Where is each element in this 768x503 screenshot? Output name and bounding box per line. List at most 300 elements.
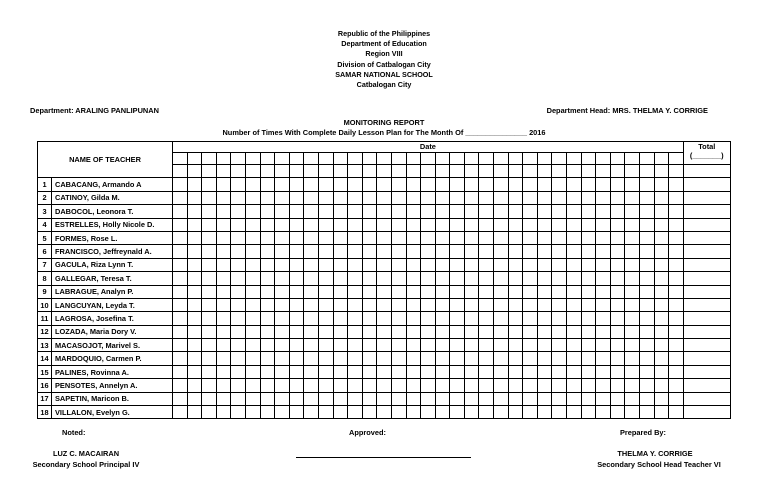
daily-check-cell <box>318 231 333 244</box>
daily-check-cell <box>552 365 567 378</box>
daily-check-cell <box>494 365 509 378</box>
daily-check-cell <box>523 339 538 352</box>
daily-check-cell <box>216 379 231 392</box>
teacher-total-cell <box>683 178 730 191</box>
daily-check-cell <box>216 258 231 271</box>
teacher-row <box>38 272 731 285</box>
daily-check-cell <box>450 379 465 392</box>
approved-label: Approved: <box>349 428 386 437</box>
daily-check-cell <box>435 379 450 392</box>
daily-check-cell <box>581 392 596 405</box>
daily-check-cell <box>537 178 552 191</box>
daily-check-cell <box>610 339 625 352</box>
daily-check-cell <box>275 231 290 244</box>
teacher-name: VILLALON, Evelyn G. <box>52 406 173 419</box>
daily-check-cell <box>406 205 421 218</box>
daily-check-cell <box>567 285 582 298</box>
daily-check-cell <box>245 325 260 338</box>
daily-check-cell <box>523 231 538 244</box>
daily-check-cell <box>173 191 188 204</box>
teacher-name: LANGCUYAN, Leyda T. <box>52 298 173 311</box>
daily-check-cell <box>479 285 494 298</box>
daily-check-cell <box>216 178 231 191</box>
daily-check-cell <box>567 379 582 392</box>
daily-check-cell <box>260 245 275 258</box>
teacher-row <box>38 379 731 392</box>
daily-check-cell <box>640 352 655 365</box>
daily-check-cell <box>596 379 611 392</box>
daily-check-cell <box>202 178 217 191</box>
daily-check-cell <box>289 205 304 218</box>
daily-check-cell <box>669 245 684 258</box>
daily-check-cell <box>581 245 596 258</box>
daily-check-cell <box>625 392 640 405</box>
daily-check-cell <box>216 218 231 231</box>
daily-check-cell <box>669 285 684 298</box>
daily-check-cell <box>231 218 246 231</box>
daily-check-cell <box>669 178 684 191</box>
teacher-row <box>38 205 731 218</box>
date-cell <box>216 165 231 178</box>
daily-check-cell <box>216 406 231 419</box>
daily-check-cell <box>231 258 246 271</box>
daily-check-cell <box>362 258 377 271</box>
daily-check-cell <box>187 231 202 244</box>
date-cell <box>260 153 275 165</box>
daily-check-cell <box>245 178 260 191</box>
daily-check-cell <box>479 379 494 392</box>
noted-title: Secondary School Principal IV <box>32 460 140 469</box>
daily-check-cell <box>494 312 509 325</box>
daily-check-cell <box>464 178 479 191</box>
daily-check-cell <box>289 365 304 378</box>
date-cell <box>421 153 436 165</box>
daily-check-cell <box>260 218 275 231</box>
daily-check-cell <box>654 365 669 378</box>
daily-check-cell <box>202 298 217 311</box>
daily-check-cell <box>391 312 406 325</box>
daily-check-cell <box>260 379 275 392</box>
daily-check-cell <box>245 285 260 298</box>
daily-check-cell <box>654 205 669 218</box>
daily-check-cell <box>391 231 406 244</box>
daily-check-cell <box>421 379 436 392</box>
daily-check-cell <box>377 298 392 311</box>
daily-check-cell <box>464 191 479 204</box>
teacher-row <box>38 285 731 298</box>
daily-check-cell <box>450 392 465 405</box>
daily-check-cell <box>348 339 363 352</box>
daily-check-cell <box>610 231 625 244</box>
daily-check-cell <box>231 298 246 311</box>
daily-check-cell <box>610 191 625 204</box>
daily-check-cell <box>260 178 275 191</box>
teacher-name: LABRAGUE, Analyn P. <box>52 285 173 298</box>
daily-check-cell <box>669 392 684 405</box>
daily-check-cell <box>523 218 538 231</box>
daily-check-cell <box>318 285 333 298</box>
daily-check-cell <box>421 178 436 191</box>
daily-check-cell <box>640 285 655 298</box>
daily-check-cell <box>391 392 406 405</box>
daily-check-cell <box>654 272 669 285</box>
daily-check-cell <box>669 406 684 419</box>
daily-check-cell <box>348 365 363 378</box>
teacher-total-cell <box>683 272 730 285</box>
daily-check-cell <box>654 406 669 419</box>
teacher-name: MARDOQUIO, Carmen P. <box>52 352 173 365</box>
daily-check-cell <box>216 231 231 244</box>
daily-check-cell <box>537 379 552 392</box>
daily-check-cell <box>625 379 640 392</box>
daily-check-cell <box>202 285 217 298</box>
noted-name: LUZ C. MACAIRAN <box>52 449 120 458</box>
daily-check-cell <box>596 365 611 378</box>
daily-check-cell <box>173 205 188 218</box>
daily-check-cell <box>581 365 596 378</box>
date-cell <box>596 165 611 178</box>
daily-check-cell <box>596 205 611 218</box>
daily-check-cell <box>435 218 450 231</box>
daily-check-cell <box>494 392 509 405</box>
daily-check-cell <box>289 325 304 338</box>
daily-check-cell <box>377 379 392 392</box>
daily-check-cell <box>289 298 304 311</box>
daily-check-cell <box>216 272 231 285</box>
daily-check-cell <box>494 231 509 244</box>
date-cell <box>610 153 625 165</box>
daily-check-cell <box>202 339 217 352</box>
daily-check-cell <box>377 205 392 218</box>
daily-check-cell <box>450 406 465 419</box>
daily-check-cell <box>508 365 523 378</box>
daily-check-cell <box>581 231 596 244</box>
teacher-total-cell <box>683 312 730 325</box>
daily-check-cell <box>581 218 596 231</box>
daily-check-cell <box>173 365 188 378</box>
date-cell <box>275 153 290 165</box>
daily-check-cell <box>333 205 348 218</box>
daily-check-cell <box>610 285 625 298</box>
date-cell <box>450 165 465 178</box>
daily-check-cell <box>362 392 377 405</box>
daily-check-cell <box>552 178 567 191</box>
daily-check-cell <box>479 191 494 204</box>
daily-check-cell <box>333 339 348 352</box>
teacher-row <box>38 365 731 378</box>
daily-check-cell <box>275 218 290 231</box>
daily-check-cell <box>625 365 640 378</box>
daily-check-cell <box>304 231 319 244</box>
daily-check-cell <box>464 205 479 218</box>
date-cell <box>304 165 319 178</box>
daily-check-cell <box>654 392 669 405</box>
daily-check-cell <box>348 218 363 231</box>
daily-check-cell <box>567 365 582 378</box>
daily-check-cell <box>654 191 669 204</box>
daily-check-cell <box>537 312 552 325</box>
teacher-name: GACULA, Riza Lynn T. <box>52 258 173 271</box>
daily-check-cell <box>245 272 260 285</box>
daily-check-cell <box>304 272 319 285</box>
teacher-number: 15 <box>38 365 52 378</box>
daily-check-cell <box>479 406 494 419</box>
daily-check-cell <box>450 245 465 258</box>
daily-check-cell <box>173 272 188 285</box>
teacher-total-cell <box>683 379 730 392</box>
daily-check-cell <box>231 339 246 352</box>
date-cell <box>333 153 348 165</box>
prepared-name: THELMA Y. CORRIGE <box>617 449 693 458</box>
daily-check-cell <box>523 352 538 365</box>
daily-check-cell <box>318 392 333 405</box>
daily-check-cell <box>187 285 202 298</box>
daily-check-cell <box>596 312 611 325</box>
daily-check-cell <box>318 352 333 365</box>
daily-check-cell <box>289 178 304 191</box>
daily-check-cell <box>391 245 406 258</box>
daily-check-cell <box>348 312 363 325</box>
daily-check-cell <box>216 312 231 325</box>
teacher-number: 2 <box>38 191 52 204</box>
daily-check-cell <box>333 231 348 244</box>
daily-check-cell <box>596 231 611 244</box>
date-cell <box>494 153 509 165</box>
daily-check-cell <box>640 406 655 419</box>
daily-check-cell <box>260 205 275 218</box>
date-cell <box>567 165 582 178</box>
daily-check-cell <box>391 178 406 191</box>
daily-check-cell <box>173 231 188 244</box>
daily-check-cell <box>245 205 260 218</box>
teacher-name: FORMES, Rose L. <box>52 231 173 244</box>
daily-check-cell <box>450 298 465 311</box>
daily-check-cell <box>187 218 202 231</box>
daily-check-cell <box>464 406 479 419</box>
daily-check-cell <box>391 365 406 378</box>
daily-check-cell <box>231 245 246 258</box>
daily-check-cell <box>450 325 465 338</box>
teacher-row <box>38 352 731 365</box>
date-cell <box>567 153 582 165</box>
daily-check-cell <box>406 352 421 365</box>
daily-check-cell <box>231 272 246 285</box>
daily-check-cell <box>304 365 319 378</box>
date-cell <box>304 153 319 165</box>
daily-check-cell <box>625 231 640 244</box>
daily-check-cell <box>596 285 611 298</box>
date-cell <box>333 165 348 178</box>
daily-check-cell <box>654 218 669 231</box>
daily-check-cell <box>216 191 231 204</box>
teacher-row <box>38 231 731 244</box>
daily-check-cell <box>245 258 260 271</box>
daily-check-cell <box>537 298 552 311</box>
daily-check-cell <box>406 379 421 392</box>
teacher-name: CABACANG, Armando A <box>52 178 173 191</box>
daily-check-cell <box>421 245 436 258</box>
date-cell <box>377 165 392 178</box>
daily-check-cell <box>581 325 596 338</box>
daily-check-cell <box>537 231 552 244</box>
daily-check-cell <box>421 285 436 298</box>
daily-check-cell <box>669 312 684 325</box>
teacher-total-cell <box>683 191 730 204</box>
daily-check-cell <box>348 272 363 285</box>
daily-check-cell <box>260 392 275 405</box>
daily-check-cell <box>377 406 392 419</box>
daily-check-cell <box>304 298 319 311</box>
total-header-label: Total <box>698 142 716 151</box>
daily-check-cell <box>275 352 290 365</box>
daily-check-cell <box>435 325 450 338</box>
daily-check-cell <box>669 352 684 365</box>
daily-check-cell <box>494 245 509 258</box>
header-city: Catbalogan City <box>356 80 412 89</box>
daily-check-cell <box>435 392 450 405</box>
daily-check-cell <box>567 245 582 258</box>
daily-check-cell <box>406 339 421 352</box>
date-cell <box>187 153 202 165</box>
daily-check-cell <box>202 379 217 392</box>
daily-check-cell <box>260 285 275 298</box>
daily-check-cell <box>464 379 479 392</box>
date-cell <box>464 153 479 165</box>
daily-check-cell <box>523 325 538 338</box>
daily-check-cell <box>202 392 217 405</box>
daily-check-cell <box>289 231 304 244</box>
prepared-label: Prepared By: <box>620 428 667 437</box>
daily-check-cell <box>479 205 494 218</box>
daily-check-cell <box>523 379 538 392</box>
daily-check-cell <box>173 258 188 271</box>
date-cell <box>348 165 363 178</box>
daily-check-cell <box>348 379 363 392</box>
daily-check-cell <box>362 379 377 392</box>
daily-check-cell <box>362 298 377 311</box>
daily-check-cell <box>494 379 509 392</box>
daily-check-cell <box>391 298 406 311</box>
daily-check-cell <box>567 178 582 191</box>
daily-check-cell <box>275 191 290 204</box>
daily-check-cell <box>523 205 538 218</box>
daily-check-cell <box>581 352 596 365</box>
daily-check-cell <box>552 379 567 392</box>
daily-check-cell <box>523 245 538 258</box>
daily-check-cell <box>318 325 333 338</box>
daily-check-cell <box>173 339 188 352</box>
daily-check-cell <box>304 392 319 405</box>
daily-check-cell <box>625 218 640 231</box>
daily-check-cell <box>640 298 655 311</box>
daily-check-cell <box>435 231 450 244</box>
daily-check-cell <box>552 191 567 204</box>
daily-check-cell <box>173 379 188 392</box>
teacher-total-cell <box>683 231 730 244</box>
date-cell <box>537 165 552 178</box>
daily-check-cell <box>494 406 509 419</box>
daily-check-cell <box>567 325 582 338</box>
date-cell <box>362 153 377 165</box>
daily-check-cell <box>231 365 246 378</box>
daily-check-cell <box>348 285 363 298</box>
daily-check-cell <box>494 272 509 285</box>
daily-check-cell <box>581 312 596 325</box>
daily-check-cell <box>362 231 377 244</box>
teacher-number: 12 <box>38 325 52 338</box>
teacher-name: CATINOY, Gilda M. <box>52 191 173 204</box>
daily-check-cell <box>421 392 436 405</box>
prepared-title: Secondary School Head Teacher VI <box>597 460 721 469</box>
total-cell <box>683 165 730 178</box>
daily-check-cell <box>187 352 202 365</box>
daily-check-cell <box>187 312 202 325</box>
teacher-number: 6 <box>38 245 52 258</box>
teacher-number: 7 <box>38 258 52 271</box>
daily-check-cell <box>245 365 260 378</box>
daily-check-cell <box>450 339 465 352</box>
teacher-name: LOZADA, Maria Dory V. <box>52 325 173 338</box>
daily-check-cell <box>494 325 509 338</box>
daily-check-cell <box>173 312 188 325</box>
daily-check-cell <box>669 298 684 311</box>
daily-check-cell <box>377 365 392 378</box>
daily-check-cell <box>567 298 582 311</box>
daily-check-cell <box>464 272 479 285</box>
daily-check-cell <box>202 245 217 258</box>
daily-check-cell <box>202 272 217 285</box>
daily-check-cell <box>508 339 523 352</box>
daily-check-cell <box>231 406 246 419</box>
date-cell <box>173 165 188 178</box>
daily-check-cell <box>187 205 202 218</box>
daily-check-cell <box>260 352 275 365</box>
daily-check-cell <box>523 285 538 298</box>
teacher-name: DABOCOL, Leonora T. <box>52 205 173 218</box>
daily-check-cell <box>421 258 436 271</box>
teacher-row <box>38 298 731 311</box>
daily-check-cell <box>421 325 436 338</box>
daily-check-cell <box>216 285 231 298</box>
daily-check-cell <box>421 406 436 419</box>
daily-check-cell <box>304 205 319 218</box>
daily-check-cell <box>479 365 494 378</box>
teacher-name: PENSOTES, Annelyn A. <box>52 379 173 392</box>
daily-check-cell <box>231 231 246 244</box>
daily-check-cell <box>581 178 596 191</box>
daily-check-cell <box>596 352 611 365</box>
date-cell <box>596 153 611 165</box>
daily-check-cell <box>508 325 523 338</box>
daily-check-cell <box>625 325 640 338</box>
date-cell <box>187 165 202 178</box>
daily-check-cell <box>391 258 406 271</box>
daily-check-cell <box>610 272 625 285</box>
header-republic: Republic of the Philippines <box>337 29 431 38</box>
daily-check-cell <box>275 178 290 191</box>
daily-check-cell <box>654 352 669 365</box>
date-cell <box>406 153 421 165</box>
daily-check-cell <box>523 272 538 285</box>
daily-check-cell <box>216 352 231 365</box>
daily-check-cell <box>537 392 552 405</box>
daily-check-cell <box>275 365 290 378</box>
daily-check-cell <box>406 365 421 378</box>
daily-check-cell <box>625 285 640 298</box>
daily-check-cell <box>450 231 465 244</box>
daily-check-cell <box>523 191 538 204</box>
daily-check-cell <box>479 272 494 285</box>
